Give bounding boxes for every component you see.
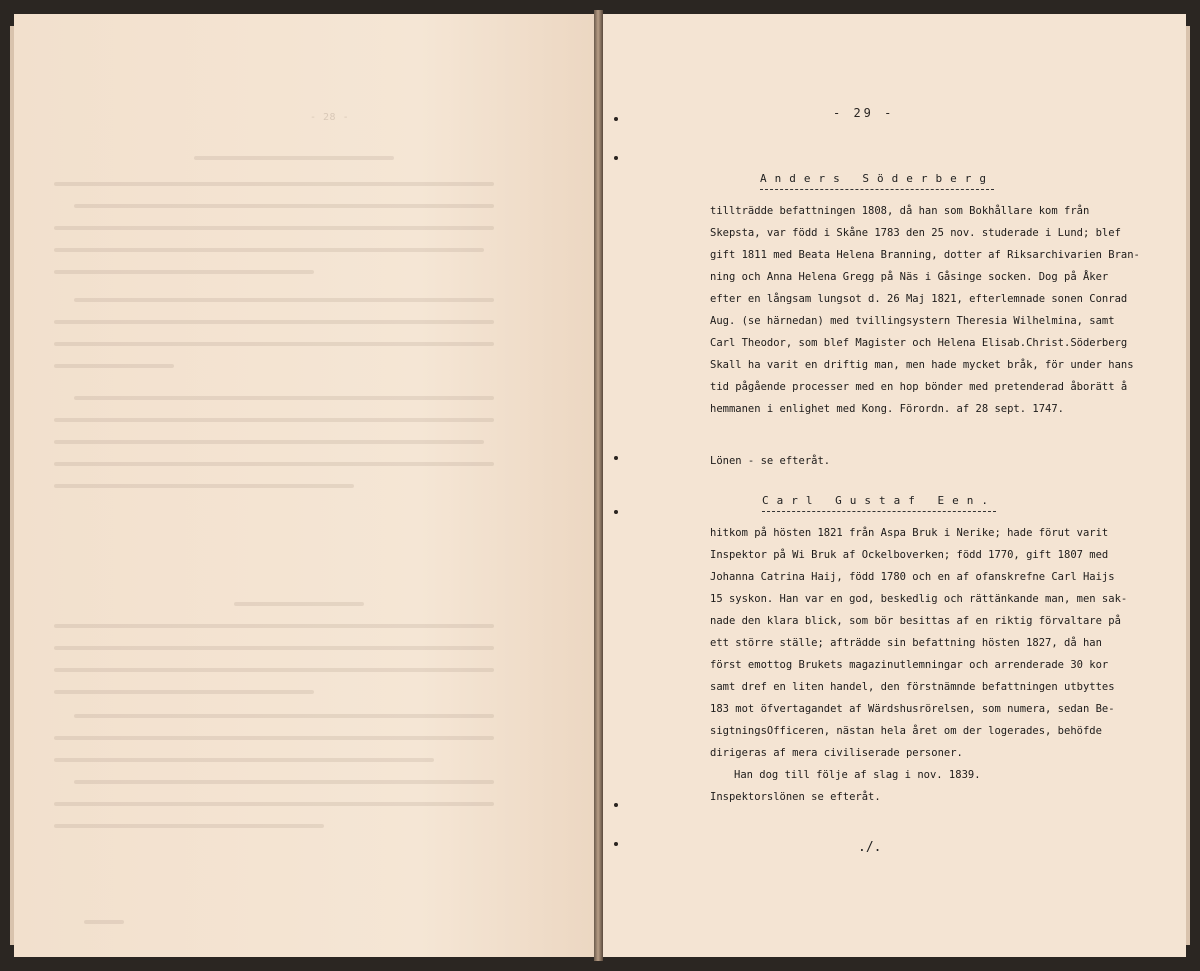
text-line: dirigeras af mera civiliserade personer.: [710, 747, 963, 759]
text-line: Aug. (se härnedan) med tvillingsystern Theresia Wilhelmina, samt: [710, 315, 1115, 327]
text-line: ett större ställe; afträdde sin befattning hösten 1827, då han: [710, 637, 1102, 649]
text-line: efter en långsam lungsot d. 26 Maj 1821, efterlemnade sonen Conrad: [710, 293, 1128, 305]
section-body-carl-gustaf-een: [710, 522, 1160, 808]
text-line: hitkom på hösten 1821 från Aspa Bruk i Nerike; hade förut varit: [710, 527, 1109, 539]
faint-page-number: - 28 -: [310, 112, 350, 123]
text-line: 183 mot öfvertagandet af Wärdshusrörelsen, som numera, sedan Be-: [710, 703, 1115, 715]
text-line: hemmanen i enlighet med Kong. Förordn. af 28 sept. 1747.: [710, 403, 1065, 415]
text-line: Skall ha varit en driftig man, men hade mycket bråk, för under hans: [710, 359, 1134, 371]
text-line: tillträdde befattningen 1808, då han som Bokhållare kom från: [710, 205, 1090, 217]
text-line: först emottog Brukets magazinutlemningar och arrenderade 30 kor: [710, 659, 1109, 671]
text-line: gift 1811 med Beata Helena Branning, dotter af Riksarchivarien Bran-: [710, 249, 1140, 261]
section-heading-carl-gustaf-een: Carl Gustaf Een.: [762, 494, 996, 507]
text-line: Carl Theodor, som blef Magister och Helena Elisab.Christ.Söderberg: [710, 337, 1128, 349]
end-mark: ./.: [858, 840, 882, 855]
book-gutter: [594, 10, 603, 961]
text-line: tid pågående processer med en hop bönder med pretenderad åborätt å: [710, 381, 1128, 393]
punch-hole-mark: [614, 156, 618, 160]
punch-hole-mark: [614, 117, 618, 121]
punch-hole-mark: [614, 803, 618, 807]
section-heading-anders-soderberg: Anders Söderberg: [760, 172, 994, 185]
page-stack-edge: [10, 26, 14, 945]
text-line: ning och Anna Helena Gregg på Näs i Gåsinge socken. Dog på Åker: [710, 271, 1109, 283]
left-page: [14, 14, 594, 957]
page-stack-edge: [1186, 26, 1190, 945]
text-line: samt dref en liten handel, den förstnämnde befattningen utbyttes: [710, 681, 1115, 693]
text-line: Skepsta, var född i Skåne 1783 den 25 nov. studerade i Lund; blef: [710, 227, 1121, 239]
salary-note: Lönen - se efteråt.: [710, 455, 831, 467]
section-body-anders-soderberg: [710, 200, 1160, 420]
right-page: [603, 14, 1186, 957]
punch-hole-mark: [614, 842, 618, 846]
text-line: 15 syskon. Han var en god, beskedlig och rättänkande man, men sak-: [710, 593, 1128, 605]
page-number: - 29 -: [833, 106, 895, 120]
punch-hole-mark: [614, 456, 618, 460]
text-line: sigtningsOfficeren, nästan hela året om der logerades, behöfde: [710, 725, 1102, 737]
punch-hole-mark: [614, 510, 618, 514]
text-line: Johanna Catrina Haij, född 1780 och en af ofanskrefne Carl Haijs: [710, 571, 1115, 583]
text-line: Han dog till följe af slag i nov. 1839.: [734, 769, 981, 781]
text-line: Inspektorslönen se efteråt.: [710, 791, 881, 803]
text-line: Inspektor på Wi Bruk af Ockelboverken; född 1770, gift 1807 med: [710, 549, 1109, 561]
text-line: nade den klara blick, som bör besittas af en riktig förvaltare på: [710, 615, 1121, 627]
